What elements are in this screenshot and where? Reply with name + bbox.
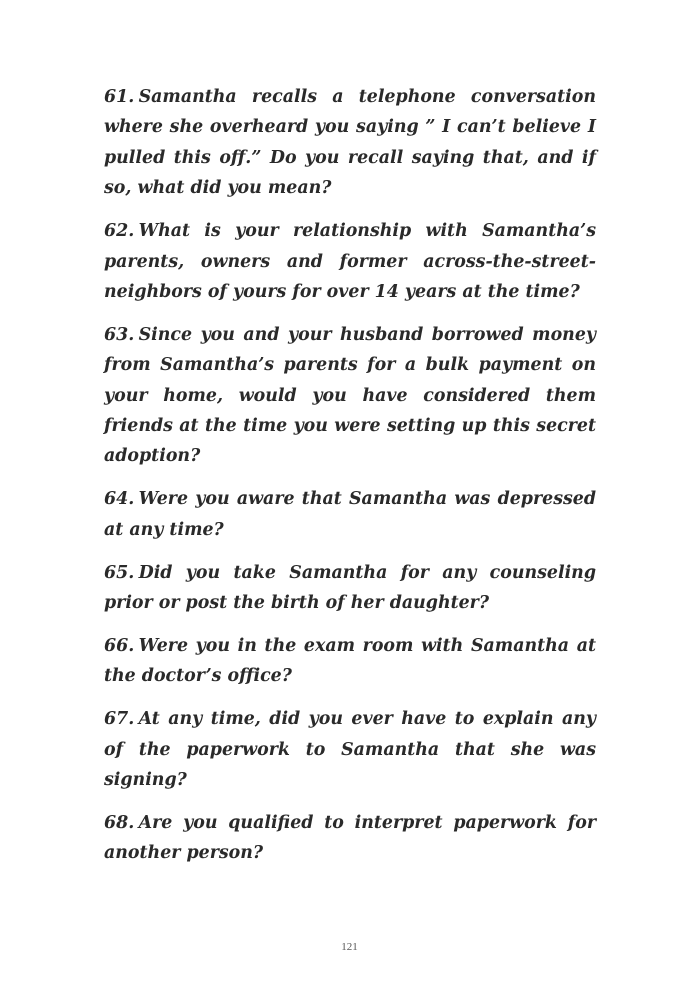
question-text: Since you and your husband borrowed money from Samantha’s parents for a bulk payment on your home, would you have considered them friends at the time you were setting up this secret adoption? xyxy=(104,324,596,467)
question-number: 64. xyxy=(104,489,135,510)
question-number: 67. xyxy=(104,709,135,730)
question-text: Are you qualified to interpret paperwork for another person? xyxy=(104,813,596,864)
question-67 xyxy=(104,704,596,795)
question-61 xyxy=(104,82,596,204)
question-list xyxy=(104,82,596,881)
question-number: 62. xyxy=(104,221,135,242)
question-text: What is your relationship with Samantha’s parents, owners and former across-the-street-neighbors of yours for over 14 years at the time? xyxy=(104,221,596,302)
question-64 xyxy=(104,484,596,545)
page-number: 121 xyxy=(341,941,358,953)
question-number: 66. xyxy=(104,636,135,656)
question-text: At any time, did you ever have to explain any of the paperwork to Samantha that she was signing? xyxy=(104,709,596,791)
question-number: 65. xyxy=(104,562,135,583)
question-text: Were you aware that Samantha was depressed at any time? xyxy=(104,489,596,540)
question-65 xyxy=(104,558,596,619)
question-text: Samantha recalls a telephone conversation where she overheard you saying ” I can’t believe I pulled this off.” Do you recall saying that, and if so, what did you mean? xyxy=(104,87,596,199)
question-number: 63. xyxy=(104,324,135,345)
question-66 xyxy=(104,631,596,692)
question-68 xyxy=(104,808,596,869)
question-63 xyxy=(104,320,596,472)
question-number: 61. xyxy=(104,87,135,107)
question-text: Did you take Samantha for any counseling prior or post the birth of her daughter? xyxy=(104,562,596,614)
question-62 xyxy=(104,216,596,307)
question-text: Were you in the exam room with Samantha at the doctor’s office? xyxy=(104,636,596,687)
question-number: 68. xyxy=(104,813,135,834)
